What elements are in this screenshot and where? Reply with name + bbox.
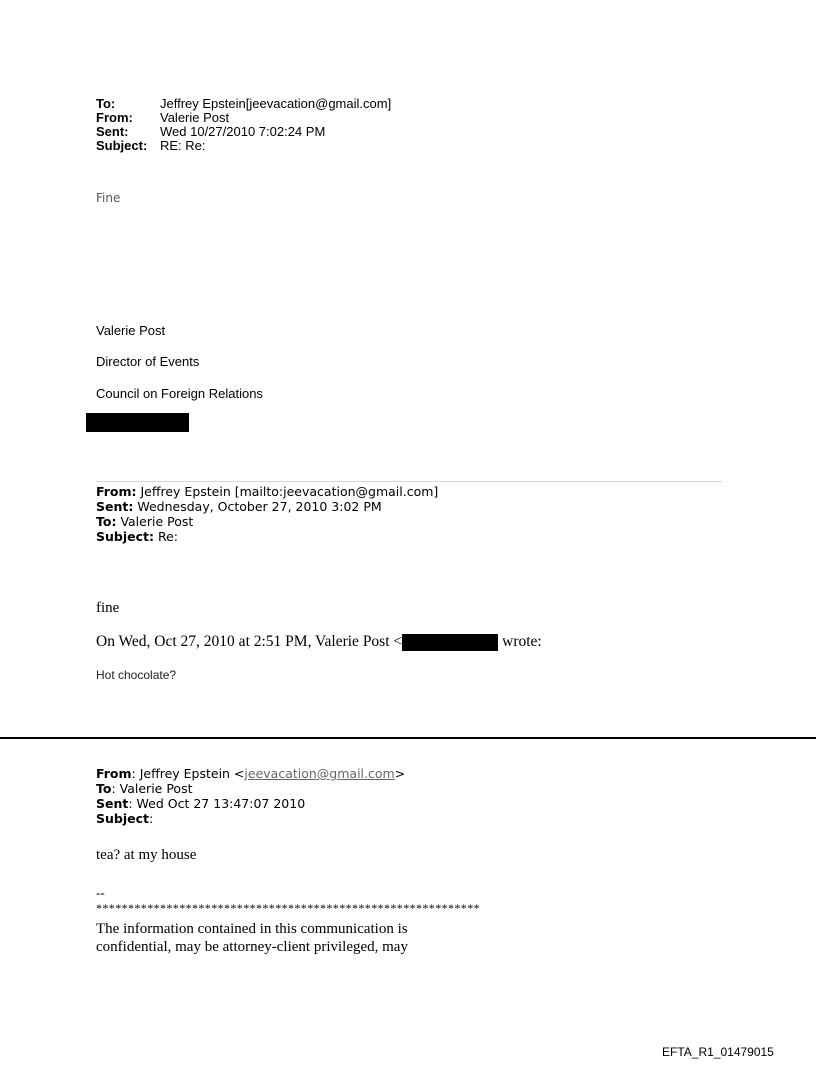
sent-value: Wed 10/27/2010 7:02:24 PM [160,124,326,139]
divider-line [96,481,722,482]
redaction-box [86,413,189,432]
signature-dashes: -- [96,885,105,900]
quoted-subject-row [96,529,438,544]
quoted-from-label: From: [96,484,137,499]
attribution-suffix: wrote: [502,633,542,650]
original-to-row [96,781,405,796]
attribution-prefix: On Wed, Oct 27, 2010 at 2:51 PM, Valerie Post < [96,633,403,650]
subject-label: Subject: [96,138,148,153]
section-divider [0,737,816,739]
redaction-box [402,634,498,651]
quoted-from-value: Jeffrey Epstein [mailto:jeevacation@gmail.com] [140,484,439,499]
to-value: Jeffrey Epstein[jeevacation@gmail.com] [160,96,392,111]
original-subject-value: : [149,811,154,826]
to-label: To: [96,96,116,111]
header-from-row [96,111,391,125]
header-sent-row [96,125,391,139]
attribution-line [96,633,542,651]
subject-value: RE: Re: [160,138,206,153]
from-value: Valerie Post [160,110,230,125]
original-from-close: > [394,766,406,781]
confidentiality-notice: The information contained in this communication is confidential, may be attorney-client privileged, may [96,921,408,955]
quoted-sent-row [96,499,438,514]
signature-name: Valerie Post [96,323,166,338]
quoted-from-row [96,484,438,499]
quoted-body: fine [96,600,120,616]
original-sent-value: : Wed Oct 27 13:47:07 2010 [128,796,306,811]
document-id: EFTA_R1_01479015 [662,1045,774,1059]
quoted-to-row [96,514,438,529]
sent-label: Sent: [96,124,129,139]
original-body: tea? at my house [96,847,197,863]
original-sent-label: Sent [96,796,129,811]
original-to-label: To [96,781,112,796]
email-header [96,97,391,153]
quoted-subject-value: Re: [157,529,179,544]
original-header [96,766,405,826]
original-from-email-link[interactable]: jeevacation@gmail.com [244,766,395,781]
original-from-name: : Jeffrey Epstein < [131,766,245,781]
original-subject-label: Subject [96,811,149,826]
star-separator: ************************************************************ [96,901,480,915]
quoted-header [96,484,438,544]
signature-title: Director of Events [96,354,200,369]
signature-org: Council on Foreign Relations [96,386,263,401]
quoted-subject-label: Subject: [96,529,154,544]
reply-body: Fine [96,191,121,205]
original-from-row [96,766,405,781]
from-label: From: [96,110,133,125]
header-to-row [96,97,391,111]
header-subject-row [96,139,391,153]
original-to-value: : Valerie Post [111,781,193,796]
original-sent-row [96,796,405,811]
original-subject-row [96,811,405,826]
quoted-to-value: Valerie Post [120,514,194,529]
hot-chocolate-text: Hot chocolate? [96,668,177,682]
original-from-label: From [96,766,132,781]
quoted-sent-label: Sent: [96,499,134,514]
quoted-sent-value: Wednesday, October 27, 2010 3:02 PM [137,499,382,514]
quoted-to-label: To: [96,514,117,529]
